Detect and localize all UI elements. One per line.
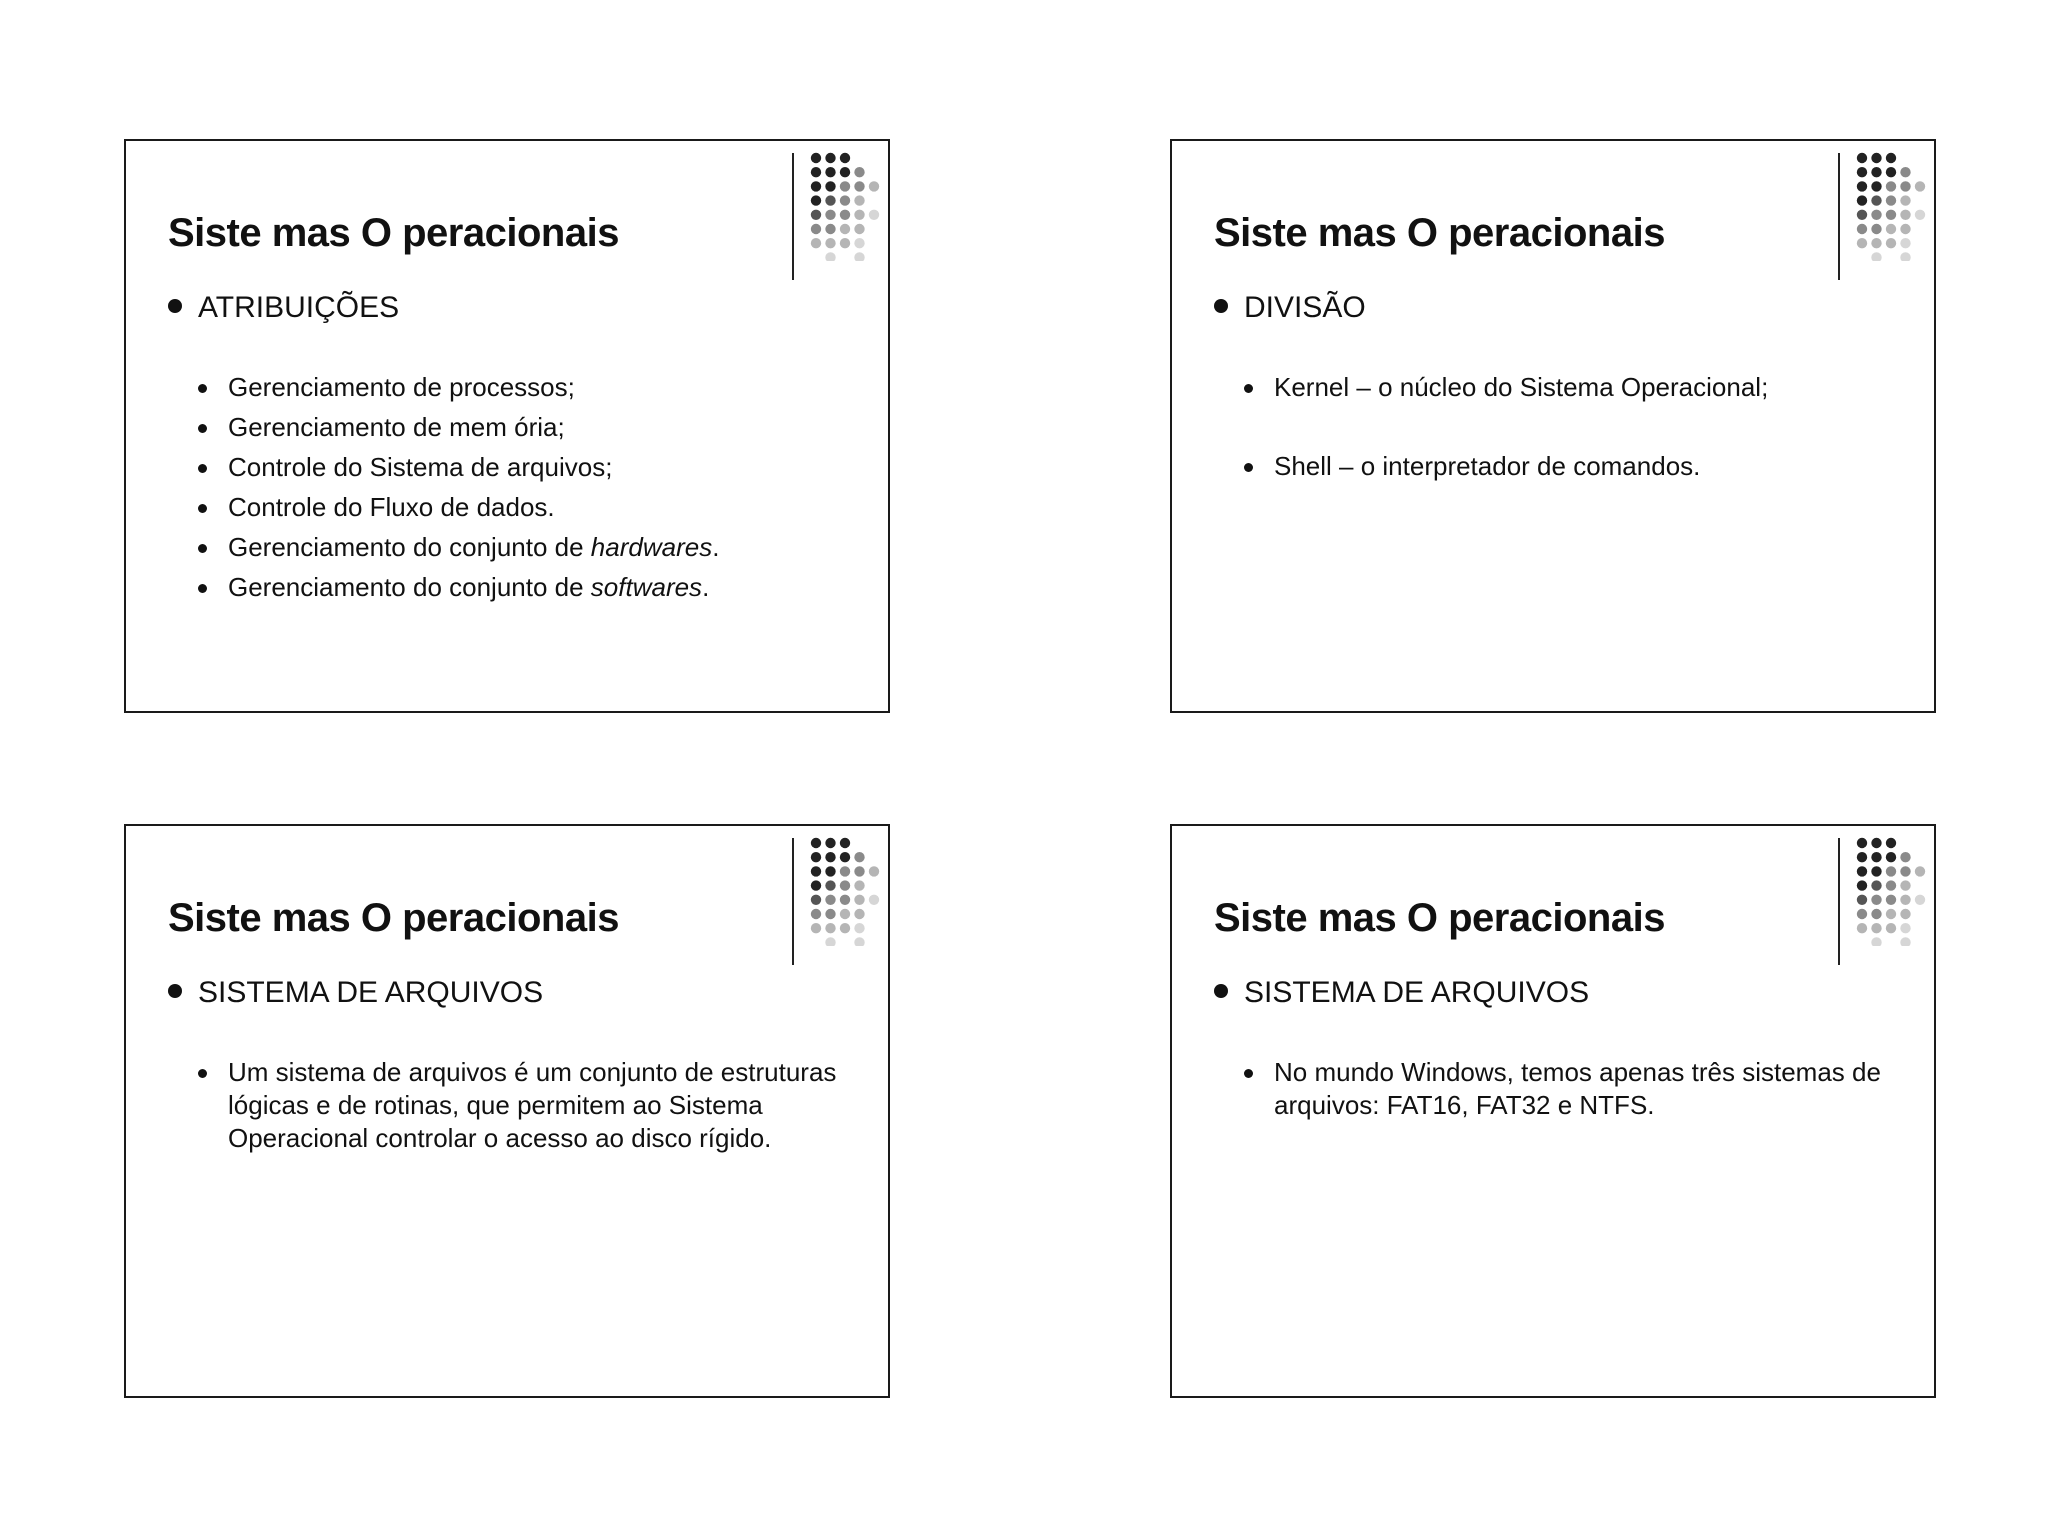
- decorative-dot: [1886, 852, 1896, 862]
- list-item-suffix: .: [702, 572, 710, 602]
- decorative-dot: [869, 210, 879, 220]
- decorative-dot: [1900, 195, 1910, 205]
- decorative-dot: [1857, 923, 1867, 933]
- decorative-dot: [1857, 181, 1867, 191]
- decorative-dot-grid-icon: [808, 151, 888, 261]
- decorative-dot: [825, 153, 835, 163]
- decorative-dot: [811, 153, 821, 163]
- list-item: [198, 371, 838, 404]
- decorative-dot: [1857, 880, 1867, 890]
- decorative-dot: [1886, 880, 1896, 890]
- decorative-dot: [854, 923, 864, 933]
- decorative-dot: [825, 895, 835, 905]
- list-item: [1244, 371, 1884, 404]
- list-item: [198, 531, 838, 564]
- decorative-divider: [792, 838, 794, 965]
- decorative-dot: [811, 224, 821, 234]
- decorative-dot: [840, 895, 850, 905]
- decorative-dot: [825, 224, 835, 234]
- slide-title: Siste mas O peracionais: [168, 896, 619, 940]
- slide-4: [1170, 824, 1936, 1398]
- decorative-dot: [840, 852, 850, 862]
- decorative-dot: [1900, 880, 1910, 890]
- list-item-text: Gerenciamento do conjunto de: [228, 572, 591, 602]
- decorative-dot: [1886, 224, 1896, 234]
- slide-heading: [168, 291, 399, 325]
- decorative-dot: [811, 852, 821, 862]
- list-item: [1244, 1056, 1884, 1122]
- decorative-dot: [1915, 895, 1925, 905]
- decorative-dot: [1871, 923, 1881, 933]
- slide-heading: [1214, 291, 1366, 325]
- bullet-icon: [1244, 463, 1253, 472]
- decorative-dot: [1871, 909, 1881, 919]
- decorative-dot: [869, 895, 879, 905]
- decorative-dot: [1871, 238, 1881, 248]
- decorative-dot: [1900, 866, 1910, 876]
- decorative-dot: [1857, 238, 1867, 248]
- decorative-dot: [811, 238, 821, 248]
- bullet-icon: [198, 384, 207, 393]
- decorative-dot: [854, 880, 864, 890]
- decorative-dot: [1886, 167, 1896, 177]
- decorative-dot: [1886, 195, 1896, 205]
- decorative-dot: [869, 181, 879, 191]
- decorative-dot: [811, 909, 821, 919]
- decorative-dot: [854, 238, 864, 248]
- decorative-dot: [840, 210, 850, 220]
- list-item-text: No mundo Windows, temos apenas três sistemas de arquivos: FAT16, FAT32 e NTFS.: [1274, 1057, 1881, 1120]
- decorative-dot: [854, 210, 864, 220]
- decorative-dot: [1871, 195, 1881, 205]
- slide-3: [124, 824, 890, 1398]
- decorative-dot: [1871, 224, 1881, 234]
- decorative-dot: [869, 866, 879, 876]
- decorative-dot: [825, 866, 835, 876]
- decorative-dot: [1857, 195, 1867, 205]
- decorative-dot: [1915, 181, 1925, 191]
- decorative-dot: [840, 923, 850, 933]
- decorative-dot: [854, 224, 864, 234]
- decorative-dot: [1900, 895, 1910, 905]
- decorative-dot: [825, 195, 835, 205]
- decorative-dot: [840, 880, 850, 890]
- decorative-dot-grid-icon: [808, 836, 888, 946]
- slide-heading: [1214, 976, 1589, 1010]
- list-item-emphasis: hardwares: [590, 532, 713, 562]
- decorative-dot: [1886, 866, 1896, 876]
- decorative-dot: [825, 838, 835, 848]
- list-item-text: Kernel – o núcleo do Sistema Operacional;: [1274, 372, 1769, 402]
- decorative-dot: [811, 167, 821, 177]
- decorative-dot: [1857, 224, 1867, 234]
- decorative-dot: [1886, 909, 1896, 919]
- bullet-list: [198, 371, 838, 611]
- slide-heading: [168, 976, 543, 1010]
- list-item: [198, 571, 838, 604]
- list-item-emphasis: softwares: [590, 572, 703, 602]
- bullet-icon: [198, 424, 207, 433]
- decorative-dot: [825, 923, 835, 933]
- decorative-dot: [825, 167, 835, 177]
- decorative-dot: [825, 238, 835, 248]
- decorative-dot: [825, 880, 835, 890]
- decorative-dot: [840, 238, 850, 248]
- slide-heading-text: SISTEMA DE ARQUIVOS: [1244, 976, 1590, 1009]
- bullet-list: [198, 1056, 838, 1162]
- decorative-dot: [1871, 167, 1881, 177]
- decorative-dot: [854, 195, 864, 205]
- list-item-text: Controle do Fluxo de dados.: [228, 492, 555, 522]
- slide-title: Siste mas O peracionais: [1214, 211, 1665, 255]
- decorative-dot: [811, 923, 821, 933]
- decorative-dot: [1886, 895, 1896, 905]
- decorative-dot: [1900, 252, 1910, 261]
- decorative-dot: [811, 866, 821, 876]
- decorative-dot: [1900, 210, 1910, 220]
- decorative-dot: [1886, 153, 1896, 163]
- decorative-dot: [1886, 838, 1896, 848]
- slide-2: [1170, 139, 1936, 713]
- decorative-divider: [1838, 153, 1840, 280]
- bullet-icon: [198, 584, 207, 593]
- decorative-dot: [811, 880, 821, 890]
- decorative-dot: [1857, 153, 1867, 163]
- bullet-icon: [198, 1069, 207, 1078]
- decorative-dot: [1886, 181, 1896, 191]
- decorative-dot: [854, 252, 864, 261]
- decorative-dot: [840, 181, 850, 191]
- bullet-icon: [1244, 1069, 1253, 1078]
- list-item: [198, 411, 838, 444]
- decorative-dot: [1871, 895, 1881, 905]
- list-item: [198, 1056, 838, 1155]
- decorative-dot: [1857, 909, 1867, 919]
- bullet-icon: [1214, 299, 1228, 313]
- decorative-dot: [1871, 153, 1881, 163]
- decorative-dot: [811, 838, 821, 848]
- decorative-dot: [1900, 852, 1910, 862]
- bullet-icon: [1244, 384, 1253, 393]
- bullet-icon: [168, 299, 182, 313]
- decorative-dot: [1857, 866, 1867, 876]
- bullet-icon: [198, 464, 207, 473]
- list-item-text: Controle do Sistema de arquivos;: [228, 452, 613, 482]
- decorative-dot: [1857, 852, 1867, 862]
- decorative-dot: [811, 210, 821, 220]
- decorative-dot: [854, 937, 864, 946]
- decorative-dot: [1900, 238, 1910, 248]
- decorative-dot: [825, 181, 835, 191]
- bullet-icon: [198, 504, 207, 513]
- list-item-text: Um sistema de arquivos é um conjunto de estruturas lógicas e de rotinas, que permitem ao Sistema Operacional controlar o acesso ao disco rígido.: [228, 1057, 837, 1153]
- decorative-dot: [811, 195, 821, 205]
- decorative-dot: [1915, 866, 1925, 876]
- decorative-dot: [1886, 210, 1896, 220]
- decorative-divider: [1838, 838, 1840, 965]
- decorative-dot: [1900, 224, 1910, 234]
- decorative-dot: [811, 181, 821, 191]
- list-item: [198, 491, 838, 524]
- list-item-text: Shell – o interpretador de comandos.: [1274, 451, 1701, 481]
- decorative-dot: [854, 866, 864, 876]
- decorative-dot: [825, 909, 835, 919]
- decorative-dot: [825, 210, 835, 220]
- decorative-dot: [840, 167, 850, 177]
- decorative-dot: [840, 224, 850, 234]
- decorative-dot: [1900, 909, 1910, 919]
- decorative-dot: [825, 937, 835, 946]
- list-item: [198, 451, 838, 484]
- decorative-dot: [1857, 210, 1867, 220]
- decorative-dot: [1886, 238, 1896, 248]
- decorative-dot: [854, 852, 864, 862]
- bullet-list: [1244, 371, 1884, 529]
- decorative-dot: [825, 852, 835, 862]
- decorative-dot: [1915, 210, 1925, 220]
- decorative-dot: [840, 866, 850, 876]
- decorative-dot: [1871, 838, 1881, 848]
- decorative-dot: [1871, 880, 1881, 890]
- slide-title: Siste mas O peracionais: [1214, 896, 1665, 940]
- slide-heading-text: SISTEMA DE ARQUIVOS: [198, 976, 544, 1009]
- slide-1: [124, 139, 890, 713]
- bullet-icon: [1214, 984, 1228, 998]
- list-item-text: Gerenciamento de processos;: [228, 372, 575, 402]
- decorative-dot: [825, 252, 835, 261]
- decorative-dot: [811, 895, 821, 905]
- bullet-list: [1244, 1056, 1884, 1129]
- decorative-dot: [1871, 937, 1881, 946]
- list-item-suffix: .: [712, 532, 720, 562]
- decorative-dot: [1900, 937, 1910, 946]
- decorative-dot: [840, 195, 850, 205]
- decorative-dot: [1900, 181, 1910, 191]
- decorative-dot: [1886, 923, 1896, 933]
- decorative-dot-grid-icon: [1854, 836, 1934, 946]
- slide-heading-text: DIVISÃO: [1244, 291, 1366, 324]
- decorative-dot: [854, 895, 864, 905]
- decorative-dot: [1900, 923, 1910, 933]
- bullet-icon: [168, 984, 182, 998]
- decorative-dot: [1871, 866, 1881, 876]
- list-item-text: Gerenciamento do conjunto de: [228, 532, 591, 562]
- decorative-divider: [792, 153, 794, 280]
- decorative-dot: [840, 153, 850, 163]
- decorative-dot: [840, 838, 850, 848]
- slide-title: Siste mas O peracionais: [168, 211, 619, 255]
- decorative-dot: [1871, 181, 1881, 191]
- decorative-dot: [854, 181, 864, 191]
- decorative-dot: [1871, 852, 1881, 862]
- decorative-dot: [854, 909, 864, 919]
- slide-heading-text: ATRIBUIÇÕES: [198, 291, 400, 324]
- decorative-dot: [854, 167, 864, 177]
- decorative-dot: [1857, 895, 1867, 905]
- decorative-dot: [1857, 167, 1867, 177]
- decorative-dot: [1871, 252, 1881, 261]
- decorative-dot: [840, 909, 850, 919]
- decorative-dot: [1871, 210, 1881, 220]
- list-item-text: Gerenciamento de mem ória;: [228, 412, 565, 442]
- decorative-dot-grid-icon: [1854, 151, 1934, 261]
- decorative-dot: [1857, 838, 1867, 848]
- bullet-icon: [198, 544, 207, 553]
- list-item: [1244, 450, 1884, 483]
- decorative-dot: [1900, 167, 1910, 177]
